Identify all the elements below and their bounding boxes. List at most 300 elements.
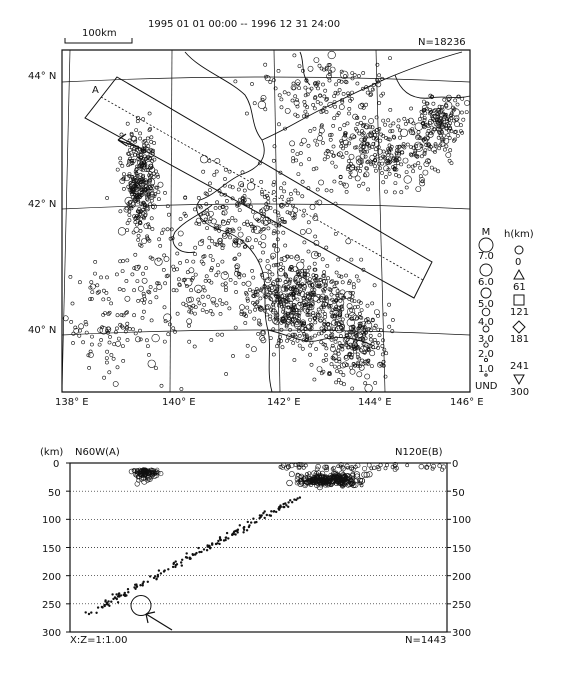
hypocenter-marker xyxy=(287,480,293,486)
epicenter-marker xyxy=(315,253,318,256)
epicenter-marker xyxy=(221,260,224,263)
epicenter-marker xyxy=(272,222,275,225)
epicenter-marker xyxy=(170,228,173,231)
epicenter-marker xyxy=(397,119,400,122)
hypocenter-marker xyxy=(226,532,228,534)
epicenter-marker xyxy=(345,355,348,358)
epicenter-marker xyxy=(330,151,333,154)
epicenter-marker xyxy=(326,155,329,158)
epicenter-marker xyxy=(293,358,296,361)
lon-label-146: 146° E xyxy=(450,397,484,408)
hypocenter-marker xyxy=(250,522,252,524)
depth-241: 241 xyxy=(510,361,530,372)
epicenter-marker xyxy=(122,187,125,190)
hypocenter-marker xyxy=(112,594,114,596)
magnitude-3: 3.0 xyxy=(478,334,494,345)
epicenter-marker xyxy=(351,77,354,80)
epicenter-marker xyxy=(257,332,260,335)
epicenter-marker xyxy=(316,143,319,146)
epicenter-marker xyxy=(210,269,213,272)
hypocenter-marker xyxy=(316,464,321,469)
epicenter-marker xyxy=(448,159,451,162)
epicenter-marker xyxy=(70,320,73,323)
epicenter-marker xyxy=(460,111,463,114)
epicenter-marker xyxy=(200,155,208,163)
hypocenter-marker xyxy=(283,506,285,508)
epicenter-marker xyxy=(447,98,450,101)
epicenter-marker xyxy=(157,175,160,178)
epicenter-marker xyxy=(345,314,348,317)
hypocenter-marker xyxy=(209,547,211,549)
epicenter-marker xyxy=(350,258,353,261)
epicenter-marker xyxy=(303,241,306,244)
epicenter-marker xyxy=(271,273,274,276)
epicenter-marker xyxy=(423,170,428,175)
epicenter-marker xyxy=(116,341,121,346)
epicenter-marker xyxy=(326,97,329,100)
epicenter-marker xyxy=(259,297,262,300)
epicenter-marker xyxy=(187,319,192,324)
epicenter-marker xyxy=(416,187,421,192)
epicenter-map xyxy=(62,38,525,392)
epicenter-marker xyxy=(194,246,197,249)
epicenter-marker xyxy=(300,229,305,234)
epicenter-marker xyxy=(119,161,122,164)
epicenter-marker xyxy=(238,232,243,237)
epicenter-marker xyxy=(359,121,362,124)
epicenter-marker xyxy=(282,231,285,234)
epicenter-marker xyxy=(379,139,382,142)
epicenter-marker xyxy=(261,95,266,100)
epicenter-marker xyxy=(367,160,370,163)
epicenter-marker xyxy=(102,298,105,301)
magnitude-symbol-icon xyxy=(480,264,492,276)
epicenter-marker xyxy=(316,188,319,191)
epicenter-marker xyxy=(333,105,336,108)
epicenter-marker xyxy=(356,122,359,125)
lat-label-44: 44° N xyxy=(28,71,57,82)
epicenter-marker xyxy=(90,281,93,284)
epicenter-marker xyxy=(309,344,312,347)
epicenter-marker xyxy=(367,188,370,191)
epicenter-marker xyxy=(208,279,211,282)
epicenter-marker xyxy=(218,238,223,243)
epicenter-marker xyxy=(324,152,327,155)
epicenter-marker xyxy=(333,95,336,98)
hypocenter-marker xyxy=(175,561,177,563)
epicenter-marker xyxy=(417,131,420,134)
epicenter-marker xyxy=(108,341,111,344)
hypocenter-marker xyxy=(102,607,104,609)
epicenter-marker xyxy=(370,155,375,160)
epicenter-marker xyxy=(338,358,341,361)
epicenter-marker xyxy=(357,279,360,282)
hypocenter-marker xyxy=(249,525,251,527)
epicenter-marker xyxy=(162,268,165,271)
epicenter-marker xyxy=(377,149,382,154)
epicenter-marker xyxy=(341,147,344,150)
epicenter-marker xyxy=(190,311,193,314)
hypocenter-marker xyxy=(157,574,159,576)
epicenter-marker xyxy=(405,171,408,174)
epicenter-marker xyxy=(193,208,196,211)
epicenter-marker xyxy=(311,288,314,291)
epicenter-marker xyxy=(136,120,139,123)
epicenter-marker xyxy=(187,324,190,327)
hypocenter-marker xyxy=(201,551,203,553)
hypocenter-marker xyxy=(246,529,248,531)
epicenter-marker xyxy=(121,345,124,348)
hypocenter-marker xyxy=(219,543,221,545)
hypocenter-marker xyxy=(106,602,108,604)
hypocenter-marker xyxy=(239,524,241,526)
epicenter-marker xyxy=(82,341,85,344)
magnitude-legend-title: M xyxy=(481,227,491,238)
epicenter-marker xyxy=(332,354,337,359)
epicenter-marker xyxy=(122,288,125,291)
epicenter-marker xyxy=(150,136,153,139)
epicenter-marker xyxy=(246,281,251,286)
epicenter-marker xyxy=(215,170,218,173)
epicenter-marker xyxy=(120,133,123,136)
epicenter-marker xyxy=(343,124,346,127)
hypocenter-marker xyxy=(129,469,134,474)
epicenter-marker xyxy=(279,187,282,190)
depth-cross-section xyxy=(66,462,451,632)
epicenter-marker xyxy=(296,115,299,118)
epicenter-marker xyxy=(176,312,179,315)
hypocenter-marker xyxy=(289,499,291,501)
epicenter-marker xyxy=(333,180,336,183)
epicenter-marker xyxy=(360,138,363,141)
epicenter-marker xyxy=(454,122,459,127)
epicenter-marker xyxy=(135,223,138,226)
epicenter-marker xyxy=(273,198,276,201)
depth-tick-right-0: 0 xyxy=(452,459,459,470)
epicenter-marker xyxy=(290,256,293,259)
epicenter-marker xyxy=(438,105,441,108)
epicenter-marker xyxy=(462,118,465,121)
epicenter-marker xyxy=(190,289,193,292)
epicenter-marker xyxy=(172,265,175,268)
epicenter-marker xyxy=(216,264,219,267)
epicenter-marker xyxy=(103,312,106,315)
magnitude-6: 6.0 xyxy=(478,277,494,288)
epicenter-marker xyxy=(283,91,286,94)
depth-tick-left-250: 250 xyxy=(42,600,62,611)
epicenter-marker xyxy=(419,175,422,178)
epicenter-marker xyxy=(405,186,408,189)
epicenter-marker xyxy=(324,89,327,92)
epicenter-marker xyxy=(365,150,368,153)
hypocenter-marker xyxy=(105,600,107,602)
epicenter-marker xyxy=(321,83,324,86)
epicenter-marker xyxy=(203,289,206,292)
graticule-lon-line xyxy=(376,50,385,392)
epicenter-marker xyxy=(266,306,269,309)
epicenter-marker xyxy=(378,74,381,77)
hypocenter-marker xyxy=(235,534,237,536)
period-label: 1995 01 01 00:00 -- 1996 12 31 24:00 xyxy=(148,19,341,30)
hypocenter-marker xyxy=(264,517,266,519)
epicenter-marker xyxy=(373,165,376,168)
epicenter-marker xyxy=(269,337,272,340)
epicenter-marker xyxy=(313,378,316,381)
epicenter-marker xyxy=(420,114,423,117)
epicenter-marker xyxy=(128,149,131,152)
hypocenter-marker xyxy=(253,518,255,520)
depth-tick-left-100: 100 xyxy=(42,515,62,526)
epicenter-marker xyxy=(90,335,93,338)
epicenter-marker xyxy=(258,242,261,245)
epicenter-marker xyxy=(286,339,289,342)
depth-tick-left-0: 0 xyxy=(53,459,60,470)
epicenter-marker xyxy=(341,348,344,351)
epicenter-marker xyxy=(351,72,354,75)
epicenter-marker xyxy=(404,176,412,184)
epicenter-marker xyxy=(105,276,108,279)
epicenter-marker xyxy=(412,170,415,173)
epicenter-marker xyxy=(163,254,166,257)
hypocenter-marker xyxy=(149,576,151,578)
epicenter-marker xyxy=(261,251,264,254)
epicenter-marker xyxy=(459,124,462,127)
epicenter-marker xyxy=(193,312,196,315)
epicenter-marker xyxy=(296,298,299,301)
epicenter-marker xyxy=(370,365,373,368)
epicenter-marker xyxy=(291,149,294,152)
epicenter-marker xyxy=(209,254,212,257)
epicenter-marker xyxy=(78,334,81,337)
epicenter-marker xyxy=(96,284,99,287)
epicenter-marker xyxy=(246,344,249,347)
epicenter-marker xyxy=(146,345,149,348)
epicenter-marker xyxy=(299,163,302,166)
epicenter-marker xyxy=(445,145,448,148)
epicenter-marker xyxy=(251,210,254,213)
epicenter-marker xyxy=(147,353,150,356)
epicenter-marker xyxy=(287,92,290,95)
epicenter-marker xyxy=(323,158,326,161)
hypocenter-marker xyxy=(289,471,294,476)
hypocenter-marker xyxy=(172,566,174,568)
epicenter-marker xyxy=(417,162,420,165)
hypocenter-marker xyxy=(219,536,221,538)
epicenter-marker xyxy=(374,310,379,315)
epicenter-marker xyxy=(259,259,262,262)
epicenter-marker xyxy=(365,126,368,129)
epicenter-marker xyxy=(443,98,446,101)
epicenter-marker xyxy=(110,353,113,356)
hypocenter-marker xyxy=(116,594,118,596)
section-arrow xyxy=(146,612,172,630)
epicenter-marker xyxy=(125,296,130,301)
epicenter-marker xyxy=(135,337,140,342)
hypocenter-marker xyxy=(225,539,227,541)
epicenter-marker xyxy=(391,318,394,321)
epicenter-marker xyxy=(254,308,257,311)
epicenter-marker xyxy=(221,333,224,336)
epicenter-marker xyxy=(234,257,237,260)
epicenter-marker xyxy=(210,338,213,341)
epicenter-marker xyxy=(323,271,326,274)
epicenter-marker xyxy=(69,275,72,278)
hypocenter-marker xyxy=(207,546,209,548)
epicenter-marker xyxy=(342,373,345,376)
epicenter-marker xyxy=(141,272,144,275)
epicenter-marker xyxy=(128,219,131,222)
epicenter-marker xyxy=(281,346,284,349)
hypocenter-marker xyxy=(156,578,158,580)
epicenter-marker xyxy=(350,91,353,94)
epicenter-marker xyxy=(335,83,338,86)
magnitude-legend xyxy=(474,228,498,238)
epicenter-marker xyxy=(350,366,353,369)
epicenter-marker xyxy=(207,295,210,298)
hypocenter-marker xyxy=(270,515,272,517)
epicenter-marker xyxy=(333,117,336,120)
epicenter-marker xyxy=(306,229,311,234)
epicenter-marker xyxy=(272,79,275,82)
epicenter-marker xyxy=(225,372,228,375)
epicenter-marker xyxy=(394,182,397,185)
epicenter-marker xyxy=(275,345,278,348)
epicenter-marker xyxy=(397,125,400,128)
epicenter-marker xyxy=(334,165,337,168)
epicenter-marker xyxy=(264,108,267,111)
epicenter-marker xyxy=(137,299,140,302)
epicenter-marker xyxy=(210,281,213,284)
epicenter-marker xyxy=(334,91,337,94)
epicenter-marker xyxy=(106,196,109,199)
hypocenter-marker xyxy=(196,552,198,554)
epicenter-marker xyxy=(341,318,344,321)
depth-tick-left-200: 200 xyxy=(42,572,62,583)
epicenter-marker xyxy=(131,273,134,276)
hypocenter-marker xyxy=(367,463,371,467)
epicenter-marker xyxy=(208,189,211,192)
epicenter-marker xyxy=(385,352,388,355)
epicenter-marker xyxy=(283,182,286,185)
graticule-lon-line xyxy=(62,50,70,392)
epicenter-marker xyxy=(432,102,435,105)
epicenter-marker xyxy=(179,217,182,220)
epicenter-marker xyxy=(307,144,310,147)
epicenter-marker xyxy=(256,290,259,293)
hypocenter-marker xyxy=(189,557,191,559)
depth-181: 181 xyxy=(510,334,530,345)
epicenter-marker xyxy=(269,80,272,83)
epicenter-marker xyxy=(317,367,322,372)
epicenter-marker xyxy=(116,168,119,171)
epicenter-marker xyxy=(309,129,312,132)
epicenter-marker xyxy=(179,243,182,246)
epicenter-marker xyxy=(145,266,148,269)
epicenter-marker xyxy=(340,145,343,148)
hypocenter-marker xyxy=(254,522,256,524)
epicenter-marker xyxy=(292,160,295,163)
epicenter-marker xyxy=(357,74,360,77)
epicenter-marker xyxy=(400,129,408,137)
epicenter-marker xyxy=(342,92,345,95)
epicenter-marker xyxy=(304,104,307,107)
epicenter-marker xyxy=(339,181,342,184)
epicenter-marker xyxy=(135,168,138,171)
epicenter-marker xyxy=(273,230,276,233)
epicenter-marker xyxy=(407,165,410,168)
epicenter-marker xyxy=(334,340,337,343)
epicenter-marker xyxy=(382,92,385,95)
epicenter-marker xyxy=(364,382,367,385)
epicenter-marker xyxy=(145,339,148,342)
circle-icon xyxy=(515,246,523,254)
hypocenter-marker xyxy=(243,531,245,533)
epicenter-marker xyxy=(332,287,340,295)
epicenter-marker xyxy=(204,218,207,221)
hypocenter-marker xyxy=(119,596,121,598)
section-right-title: N120E(B) xyxy=(395,447,443,458)
epicenter-marker xyxy=(221,302,224,305)
epicenter-marker xyxy=(253,317,256,320)
lat-label-42: 42° N xyxy=(28,199,57,210)
epicenter-marker xyxy=(340,275,343,278)
epicenter-marker xyxy=(378,334,381,337)
epicenter-marker xyxy=(238,253,241,256)
epicenter-marker xyxy=(388,57,391,60)
epicenter-marker xyxy=(382,119,385,122)
epicenter-marker xyxy=(122,173,125,176)
epicenter-marker xyxy=(327,326,330,329)
hypocenter-marker xyxy=(124,592,126,594)
epicenter-marker xyxy=(293,208,298,213)
epicenter-marker xyxy=(139,137,142,140)
epicenter-marker xyxy=(126,222,129,225)
epicenter-marker xyxy=(194,273,197,276)
hypocenter-marker xyxy=(280,505,282,507)
epicenter-marker xyxy=(208,237,211,240)
profile-start-label: A xyxy=(92,85,99,96)
epicenter-marker xyxy=(308,266,311,269)
hypocenter-marker xyxy=(341,466,346,471)
hypocenter-marker xyxy=(110,601,112,603)
epicenter-marker xyxy=(313,262,316,265)
epicenter-marker xyxy=(250,179,253,182)
epicenter-marker xyxy=(91,291,94,294)
epicenter-marker xyxy=(272,232,275,235)
epicenter-marker xyxy=(228,307,231,310)
epicenter-marker xyxy=(292,157,295,160)
epicenter-marker xyxy=(93,272,96,275)
epicenter-marker xyxy=(272,264,275,267)
epicenter-marker xyxy=(294,95,297,98)
section-left-title: N60W(A) xyxy=(75,447,120,458)
epicenter-marker xyxy=(339,381,342,384)
epicenter-marker xyxy=(360,258,363,261)
graticule-lat-line xyxy=(62,204,470,209)
epicenter-marker xyxy=(108,335,111,338)
epicenter-marker xyxy=(264,63,267,66)
epicenter-marker xyxy=(449,114,452,117)
epicenter-marker xyxy=(326,74,331,79)
epicenter-marker xyxy=(326,264,329,267)
epicenter-marker xyxy=(351,387,354,390)
epicenter-marker xyxy=(335,381,338,384)
epicenter-marker xyxy=(118,228,126,236)
epicenter-marker xyxy=(339,371,342,374)
epicenter-marker xyxy=(208,246,211,249)
epicenter-marker xyxy=(282,256,287,261)
epicenter-marker xyxy=(176,268,179,271)
